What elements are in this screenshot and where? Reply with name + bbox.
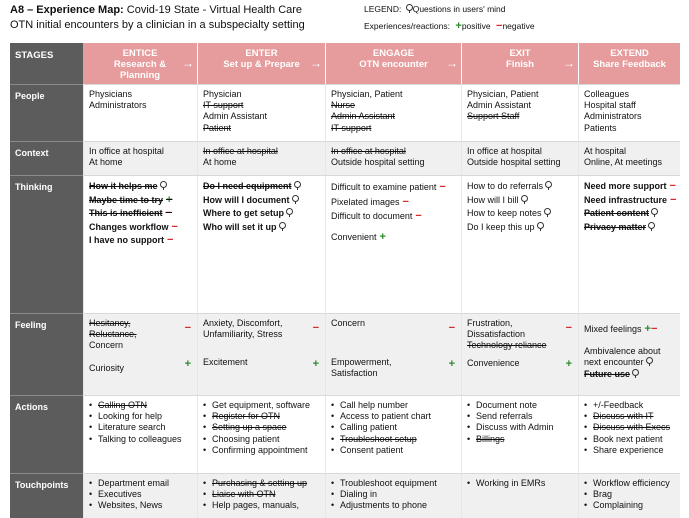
context-item: In office at hospital bbox=[89, 146, 164, 156]
stage-extend bbox=[578, 43, 680, 84]
touchpoint-item: • Working in EMRs bbox=[467, 478, 573, 489]
action-item: • +/-Feedback bbox=[584, 400, 675, 411]
action-item: • Book next patient bbox=[584, 434, 675, 445]
feeling-item: Ambivalence about bbox=[584, 346, 661, 357]
people-engage bbox=[325, 84, 461, 141]
context-item: Outside hospital setting bbox=[331, 157, 425, 168]
legend-line-1 bbox=[364, 4, 506, 15]
minus-icon: − bbox=[496, 20, 503, 32]
map-title bbox=[10, 3, 302, 17]
action-item: • Document note bbox=[467, 400, 573, 411]
context-item: At home bbox=[203, 157, 237, 168]
question-icon bbox=[160, 181, 167, 190]
feeling-item: Unfamiliarity, Stress bbox=[203, 329, 283, 340]
minus-icon: − bbox=[165, 207, 172, 219]
thinking-item: Where to get setup bbox=[203, 207, 320, 221]
people-item: Admin Assistant bbox=[331, 111, 396, 122]
row-label-thinking: Thinking bbox=[10, 175, 83, 313]
feeling-extend bbox=[578, 313, 680, 395]
touchpoint-item: • Adjustments to phone bbox=[331, 500, 456, 511]
thinking-exit bbox=[461, 175, 578, 313]
minus-icon: − bbox=[312, 322, 319, 334]
row-label-actions: Actions bbox=[10, 395, 83, 473]
action-item: • Confirming appointment bbox=[203, 445, 320, 456]
thinking-item: This is inefficient − bbox=[89, 207, 172, 219]
actions-extend bbox=[578, 395, 680, 473]
action-item: • Discuss with IT bbox=[584, 411, 675, 422]
legend-negative-text: negative bbox=[502, 21, 535, 31]
legend-reactions-label: Experiences/reactions: bbox=[364, 21, 450, 31]
thinking-item: Who will set it up bbox=[203, 221, 320, 235]
action-item: • Setting up a space bbox=[203, 422, 320, 433]
people-item: Colleagues bbox=[584, 89, 630, 99]
plus-icon: + bbox=[644, 323, 651, 335]
minus-icon: − bbox=[439, 181, 446, 193]
action-item: • Call help number bbox=[331, 400, 456, 411]
action-item: • Talking to colleagues bbox=[89, 434, 192, 445]
thinking-item: How will I bill bbox=[467, 194, 573, 208]
action-item: • Troubleshoot setup bbox=[331, 434, 456, 445]
map-title-rest: Covid-19 State - Virtual Health Care bbox=[123, 4, 303, 16]
question-icon bbox=[294, 181, 301, 190]
thinking-item: Changes workflow − bbox=[89, 220, 178, 233]
stage-enter bbox=[197, 43, 325, 84]
action-item: • Billings bbox=[467, 434, 573, 445]
context-extend bbox=[578, 141, 680, 175]
thinking-item: How to keep notes bbox=[467, 207, 573, 221]
stage-name: ENGAGE bbox=[372, 48, 415, 59]
touchpoint-item: • Brag bbox=[584, 489, 675, 500]
touchpoints-row bbox=[10, 473, 680, 518]
thinking-item: Do I need equipment bbox=[203, 180, 320, 194]
question-icon bbox=[521, 195, 528, 204]
stage-name: EXIT bbox=[509, 48, 531, 59]
question-icon bbox=[286, 208, 293, 217]
question-icon bbox=[544, 208, 551, 217]
action-item: • Consent patient bbox=[331, 445, 456, 456]
question-icon bbox=[406, 4, 413, 13]
actions-row bbox=[10, 395, 680, 473]
plus-icon: + bbox=[448, 358, 455, 370]
feeling-item: Anxiety, Discomfort, bbox=[203, 318, 283, 328]
action-item: • Calling patient bbox=[331, 422, 456, 433]
people-item: Nurse bbox=[331, 100, 356, 111]
thinking-item: Need infrastructure − bbox=[584, 193, 677, 206]
people-item: IT support bbox=[331, 122, 372, 133]
plus-icon: + bbox=[455, 20, 462, 32]
plus-icon: + bbox=[565, 358, 572, 370]
stage-subtitle-2: Planning bbox=[119, 70, 161, 81]
thinking-item: How to do referrals bbox=[467, 180, 573, 194]
context-item: In office at hospital bbox=[467, 146, 542, 156]
people-item: Support Staff bbox=[467, 111, 520, 122]
minus-icon: − bbox=[171, 220, 178, 233]
question-icon bbox=[292, 195, 299, 204]
feeling-item: Hesitancy, bbox=[89, 318, 131, 328]
touchpoints-entice bbox=[83, 473, 197, 518]
stage-exit bbox=[461, 43, 578, 84]
minus-icon: − bbox=[402, 195, 409, 208]
context-enter bbox=[197, 141, 325, 175]
people-item: Patients bbox=[584, 122, 617, 133]
action-item: • Get equipment, software bbox=[203, 400, 320, 411]
minus-icon: − bbox=[184, 322, 191, 334]
minus-icon: − bbox=[650, 323, 658, 335]
question-icon bbox=[646, 357, 653, 366]
people-item: Admin Assistant bbox=[203, 111, 268, 122]
action-item: • Share experience bbox=[584, 445, 675, 456]
question-icon bbox=[651, 208, 658, 217]
question-icon bbox=[648, 222, 655, 231]
arrow-right-icon: → bbox=[446, 56, 458, 70]
arrow-right-icon: → bbox=[563, 56, 575, 70]
action-item: • Literature search bbox=[89, 422, 192, 433]
minus-icon: − bbox=[415, 210, 422, 222]
thinking-item: Maybe time to try + bbox=[89, 193, 173, 206]
stages-row bbox=[10, 43, 680, 84]
touchpoint-item: • Executives bbox=[89, 489, 192, 500]
legend-question-text: Questions in users' mind bbox=[412, 4, 506, 14]
thinking-item: Need more support − bbox=[584, 180, 676, 192]
touchpoints-extend bbox=[578, 473, 680, 518]
context-item: At hospital bbox=[584, 146, 627, 156]
minus-icon: − bbox=[669, 180, 676, 192]
row-label-context: Context bbox=[10, 141, 83, 175]
stage-name: ENTER bbox=[245, 48, 278, 59]
action-item: • Looking for help bbox=[89, 411, 192, 422]
touchpoint-item: • Dialing in bbox=[331, 489, 456, 500]
people-row bbox=[10, 84, 680, 141]
thinking-item: Difficult to examine patient − bbox=[331, 181, 446, 193]
touchpoints-engage bbox=[325, 473, 461, 518]
stage-engage bbox=[325, 43, 461, 84]
context-item: Outside hospital setting bbox=[467, 157, 561, 168]
feeling-item: Reluctance, bbox=[89, 329, 137, 340]
stage-subtitle: Share Feedback bbox=[593, 59, 666, 70]
context-item: At home bbox=[89, 157, 123, 168]
minus-icon: − bbox=[167, 234, 174, 246]
stages-label: STAGES bbox=[10, 43, 83, 84]
thinking-engage bbox=[325, 175, 461, 313]
action-item: • Discuss with Admin bbox=[467, 422, 573, 433]
map-subtitle: OTN initial encounters by a clinician in a subspecialty setting bbox=[10, 19, 305, 31]
question-icon bbox=[545, 181, 552, 190]
plus-icon: + bbox=[184, 358, 191, 370]
row-label-touchpoints: Touchpoints bbox=[10, 473, 83, 518]
context-engage bbox=[325, 141, 461, 175]
plus-icon: + bbox=[379, 230, 386, 243]
touchpoint-item: • Purchasing & setting up bbox=[203, 478, 320, 489]
feeling-item: Satisfaction bbox=[331, 368, 378, 379]
context-row bbox=[10, 141, 680, 175]
actions-enter bbox=[197, 395, 325, 473]
stage-name: EXTEND bbox=[610, 48, 649, 59]
touchpoint-item: • Help pages, manuals, bbox=[203, 500, 320, 511]
feeling-item: Curiosity bbox=[89, 362, 125, 373]
row-label-people: People bbox=[10, 84, 83, 141]
context-item: Online, At meetings bbox=[584, 157, 663, 168]
touchpoint-item: • Complaining bbox=[584, 500, 675, 511]
touchpoint-item: • Workflow efficiency bbox=[584, 478, 675, 489]
touchpoint-item: • Websites, News bbox=[89, 500, 192, 511]
touchpoint-item: • Troubleshoot equipment bbox=[331, 478, 456, 489]
thinking-item: Convenient + bbox=[331, 230, 386, 243]
plus-icon: + bbox=[312, 358, 319, 370]
people-item: Patient bbox=[203, 122, 232, 133]
map-title-bold: A8 – Experience Map: bbox=[10, 4, 124, 16]
question-icon bbox=[537, 222, 544, 231]
people-item: Physician bbox=[203, 89, 242, 99]
feeling-item: Excitement bbox=[203, 357, 248, 368]
context-item: In office at hospital bbox=[331, 146, 406, 156]
context-exit bbox=[461, 141, 578, 175]
people-item: Physician, Patient bbox=[467, 89, 539, 99]
thinking-item: Patient content bbox=[584, 207, 675, 221]
action-item: • Calling OTN bbox=[89, 400, 192, 411]
feeling-item: Future use bbox=[584, 369, 675, 380]
stage-entice bbox=[83, 43, 197, 84]
arrow-right-icon: → bbox=[182, 56, 194, 70]
thinking-item: How will I document bbox=[203, 194, 320, 208]
people-item: Hospital staff bbox=[584, 100, 636, 111]
feeling-enter bbox=[197, 313, 325, 395]
action-item: • Send referrals bbox=[467, 411, 573, 422]
question-icon bbox=[279, 222, 286, 231]
stage-subtitle: OTN encounter bbox=[359, 59, 428, 70]
stage-subtitle: Finish bbox=[506, 59, 534, 70]
stage-name: ENTICE bbox=[122, 48, 158, 59]
minus-icon: − bbox=[670, 193, 677, 206]
feeling-item: Mixed feelings +− bbox=[584, 323, 658, 335]
people-exit bbox=[461, 84, 578, 141]
row-label-feeling: Feeling bbox=[10, 313, 83, 395]
thinking-item: Difficult to document − bbox=[331, 210, 422, 222]
touchpoints-enter bbox=[197, 473, 325, 518]
context-item: In office at hospital bbox=[203, 146, 278, 156]
people-item: Administrators bbox=[584, 111, 642, 122]
people-item: Administrators bbox=[89, 100, 147, 111]
question-icon bbox=[632, 369, 639, 378]
legend-label: LEGEND: bbox=[364, 4, 402, 14]
thinking-entice bbox=[83, 175, 197, 313]
feeling-item: next encounter bbox=[584, 357, 675, 368]
feeling-item: Convenience bbox=[467, 357, 520, 368]
touchpoint-item: • Department email bbox=[89, 478, 192, 489]
people-item: Physicians bbox=[89, 89, 133, 99]
thinking-extend bbox=[578, 175, 680, 313]
action-item: • Access to patient chart bbox=[331, 411, 456, 422]
stage-subtitle: Research & bbox=[113, 59, 167, 70]
people-entice bbox=[83, 84, 197, 141]
feeling-item: Frustration, bbox=[467, 318, 513, 328]
thinking-item: Privacy matter bbox=[584, 221, 675, 235]
actions-exit bbox=[461, 395, 578, 473]
legend-line-2 bbox=[364, 21, 535, 32]
feeling-entice bbox=[83, 313, 197, 395]
people-extend bbox=[578, 84, 680, 141]
feeling-item: Concern bbox=[331, 318, 366, 328]
action-item: • Register for OTN bbox=[203, 411, 320, 422]
thinking-item: Pixelated images − bbox=[331, 195, 409, 208]
legend-positive-text: positive bbox=[461, 21, 491, 31]
thinking-row bbox=[10, 175, 680, 313]
arrow-right-icon: → bbox=[310, 56, 322, 70]
people-item: IT support bbox=[203, 100, 244, 111]
action-item: • Choosing patient bbox=[203, 434, 320, 445]
plus-icon: + bbox=[166, 193, 173, 206]
feeling-engage bbox=[325, 313, 461, 395]
thinking-item: Do I keep this up bbox=[467, 221, 573, 235]
people-enter bbox=[197, 84, 325, 141]
feeling-item: Concern bbox=[89, 340, 124, 351]
stage-subtitle: Set up & Prepare bbox=[223, 59, 300, 70]
context-entice bbox=[83, 141, 197, 175]
people-item: Admin Assistant bbox=[467, 100, 532, 111]
feeling-item: Empowerment, bbox=[331, 357, 392, 368]
feeling-item: Dissatisfaction bbox=[467, 329, 526, 340]
thinking-enter bbox=[197, 175, 325, 313]
touchpoints-exit bbox=[461, 473, 578, 518]
touchpoint-item: • Liaise with OTN bbox=[203, 489, 320, 500]
feeling-exit bbox=[461, 313, 578, 395]
thinking-item: How it helps me bbox=[89, 180, 192, 194]
action-item: • Discuss with Execs bbox=[584, 422, 675, 433]
feeling-item: Technology reliance bbox=[467, 340, 547, 351]
minus-icon: − bbox=[448, 322, 455, 334]
people-item: Physician, Patient bbox=[331, 89, 403, 99]
minus-icon: − bbox=[565, 322, 572, 334]
actions-entice bbox=[83, 395, 197, 473]
feeling-row bbox=[10, 313, 680, 395]
actions-engage bbox=[325, 395, 461, 473]
thinking-item: I have no support − bbox=[89, 234, 174, 246]
